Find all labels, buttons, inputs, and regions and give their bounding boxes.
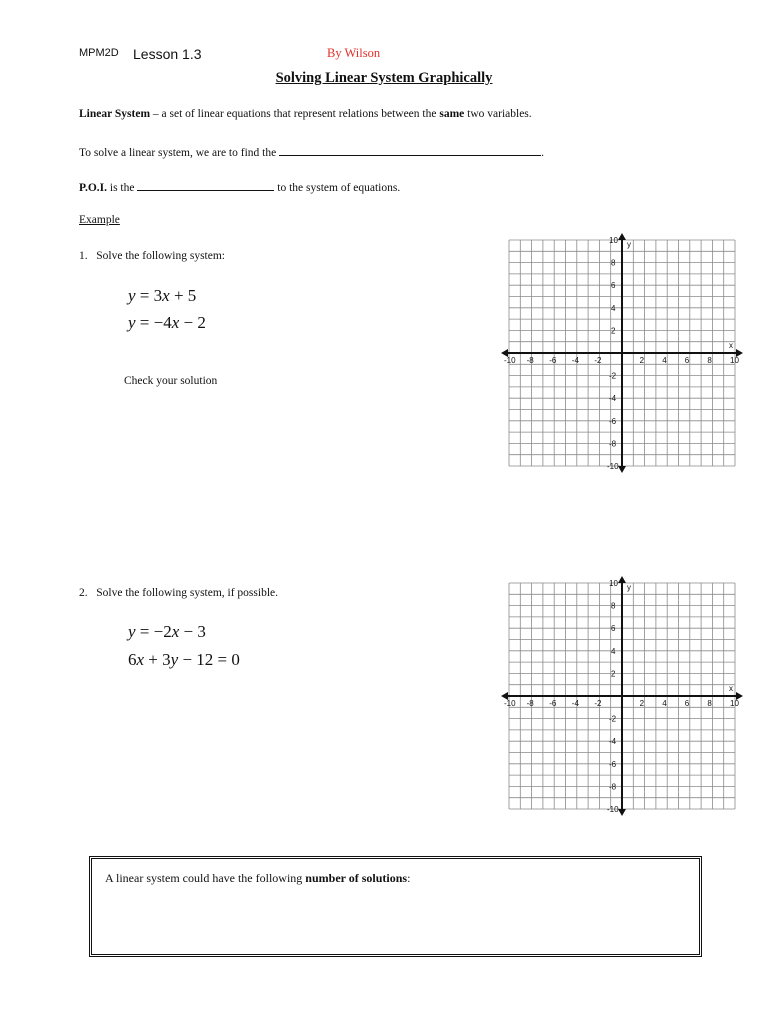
x-tick-label: -8 [526, 356, 534, 365]
x-tick-label: 4 [662, 356, 667, 365]
poi-term: P.O.I. [79, 182, 108, 194]
problem-number: 2. [79, 587, 88, 599]
x-tick-label: 8 [707, 699, 712, 708]
eq-term: y [170, 650, 179, 669]
arrow-up-icon [618, 576, 626, 583]
x-tick-label: 10 [730, 356, 739, 365]
poi-text-end: to the system of equations. [274, 182, 401, 194]
y-tick-label: 4 [611, 303, 616, 313]
poi-text: is the [107, 182, 138, 194]
y-axis-label: y [627, 240, 631, 249]
y-tick-label: 10 [609, 579, 618, 588]
eq-term: x [136, 650, 145, 669]
x-tick-label: -6 [549, 699, 557, 708]
author: By Wilson [327, 46, 381, 60]
solve-end: . [541, 147, 544, 159]
solve-text: To solve a linear system, we are to find the [79, 147, 280, 159]
page-title: Solving Linear System Graphically [275, 70, 493, 86]
eq-term: x [171, 622, 180, 641]
x-tick-label: 2 [639, 699, 645, 708]
x-tick-label: 10 [730, 699, 739, 708]
x-tick-label: -8 [526, 699, 534, 708]
problem-1-equation-2 [128, 313, 206, 333]
problem-text: Solve the following system: [96, 250, 225, 262]
eq-term: 6 [128, 650, 137, 669]
eq-term: − 2 [179, 313, 206, 332]
eq-term: = 3 [135, 286, 163, 305]
definition-emphasis: same [439, 108, 465, 120]
x-tick-label: -2 [594, 356, 602, 365]
y-tick-label: -8 [609, 439, 617, 449]
x-tick-label: 6 [684, 699, 690, 708]
check-solution: Check your solution [124, 375, 218, 387]
x-tick-label: -2 [594, 699, 602, 708]
summary-text [105, 871, 410, 886]
y-tick-label: -4 [609, 737, 617, 747]
x-tick-label: 4 [662, 699, 667, 708]
y-tick-label: -2 [609, 371, 617, 381]
y-tick-label: -6 [609, 759, 617, 769]
summary-text-start: A linear system could have the following [105, 871, 306, 885]
solve-line [79, 144, 544, 159]
grid-svg [497, 573, 747, 823]
summary-emphasis: number of solutions [305, 871, 408, 885]
poi-line [79, 179, 400, 194]
x-tick-label: 2 [639, 356, 645, 365]
y-tick-label: -10 [607, 805, 619, 814]
definition-text: – a set of linear equations that represent relations between the [150, 108, 440, 120]
grid-svg [497, 230, 747, 480]
fill-blank[interactable] [279, 144, 541, 156]
coordinate-grid-2[interactable] [497, 573, 747, 823]
problem-2-equation-2 [128, 650, 240, 670]
x-tick-label: -10 [504, 699, 516, 708]
y-tick-label: -4 [609, 394, 617, 404]
y-tick-label: 2 [611, 326, 616, 336]
y-tick-label: -6 [609, 416, 617, 426]
x-tick-label: -10 [504, 356, 516, 365]
y-tick-label: 6 [611, 281, 616, 291]
y-tick-label: 8 [611, 258, 616, 268]
y-tick-label: 4 [611, 646, 616, 656]
eq-term: y [128, 313, 136, 332]
arrow-down-icon [618, 466, 626, 473]
y-tick-label: 10 [609, 236, 618, 245]
eq-term: − 12 = 0 [178, 650, 240, 669]
summary-text-end: : [407, 871, 411, 885]
eq-term: x [162, 286, 170, 305]
x-tick-label: -4 [571, 356, 579, 365]
arrow-down-icon [618, 809, 626, 816]
x-tick-label: 8 [707, 356, 712, 365]
problem-1-equation-1 [128, 286, 196, 306]
eq-term: − 3 [179, 622, 206, 641]
y-tick-label: -2 [609, 714, 617, 724]
eq-term: y [128, 286, 136, 305]
y-tick-label: 6 [611, 624, 616, 634]
eq-term: x [171, 313, 180, 332]
y-axis-label: y [627, 583, 631, 592]
problem-number: 1. [79, 250, 88, 262]
x-tick-label: -4 [571, 699, 579, 708]
fill-blank[interactable] [137, 179, 274, 191]
problem-2-equation-1 [128, 622, 206, 642]
x-axis-label: x [729, 341, 733, 350]
lesson-number: Lesson 1.3 [133, 46, 202, 62]
problem-2-prompt [79, 587, 278, 599]
problem-text: Solve the following system, if possible. [96, 587, 279, 599]
y-tick-label: 8 [611, 601, 616, 611]
problem-1-prompt [79, 250, 225, 262]
eq-term: = −2 [135, 622, 172, 641]
definition-term: Linear System [79, 108, 151, 120]
arrow-up-icon [618, 233, 626, 240]
x-tick-label: 6 [684, 356, 690, 365]
definition-line [79, 108, 532, 120]
example-heading: Example [79, 214, 120, 226]
y-tick-label: -10 [607, 462, 619, 471]
course-code: MPM2D [79, 47, 119, 59]
eq-term: y [128, 622, 136, 641]
x-axis-label: x [729, 684, 733, 693]
eq-term: + 3 [144, 650, 171, 669]
y-tick-label: 2 [611, 669, 616, 679]
coordinate-grid-1[interactable] [497, 230, 747, 480]
y-tick-label: -8 [609, 782, 617, 792]
x-tick-label: -6 [549, 356, 557, 365]
definition-text-end: two variables. [464, 108, 532, 120]
eq-term: = −4 [135, 313, 172, 332]
eq-term: + 5 [169, 286, 197, 305]
